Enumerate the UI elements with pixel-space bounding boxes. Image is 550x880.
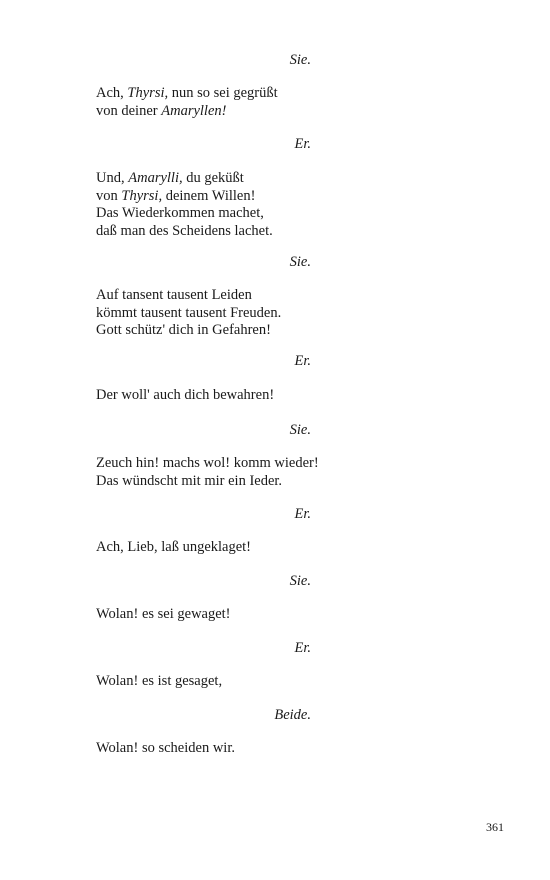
verse-text: Auf tansent tausent Leiden — [96, 287, 252, 303]
verse-line — [96, 740, 235, 758]
verse-line — [96, 322, 281, 340]
verse-line — [96, 673, 222, 691]
italic-name: Thyrsi, — [127, 85, 169, 101]
speaker-label: Er. — [294, 506, 311, 522]
verse-line — [96, 170, 273, 188]
verse-text: Wolan! so scheiden wir. — [96, 740, 235, 756]
verse-text: Das Wiederkommen machet, — [96, 205, 264, 221]
verse-block — [96, 740, 235, 758]
verse-line — [96, 473, 319, 491]
speaker-label: Sie. — [289, 254, 311, 270]
verse-text: Das wündscht mit mir ein Ieder. — [96, 472, 283, 489]
verse-text: Ach, — [96, 85, 128, 101]
verse-line — [96, 305, 281, 323]
verse-text: deinem Willen! — [162, 187, 256, 204]
speaker-label: Sie. — [289, 573, 311, 589]
verse-block — [96, 387, 274, 405]
verse-block — [96, 455, 319, 490]
speaker-label: Sie. — [289, 52, 311, 68]
verse-line — [96, 85, 278, 103]
italic-name: Thyrsi, — [121, 187, 163, 204]
verse-text: Wolan! es ist gesaget, — [96, 673, 223, 689]
verse-text: Der woll' auch dich bewahren! — [96, 387, 275, 403]
verse-line — [96, 387, 274, 405]
verse-block — [96, 170, 273, 240]
speaker-label: Sie. — [289, 422, 311, 438]
verse-text: Zeuch hin! machs wol! komm wieder! — [96, 455, 319, 471]
verse-line — [96, 205, 273, 223]
speaker-label: Er. — [294, 353, 311, 369]
verse-line — [96, 223, 273, 241]
verse-text: Ach, Lieb, laß ungeklaget! — [96, 539, 252, 555]
verse-text: nun so sei gegrüßt — [168, 85, 278, 101]
verse-text: daß man des Scheidens lachet. — [96, 222, 273, 239]
verse-line — [96, 188, 273, 206]
verse-line — [96, 455, 319, 473]
verse-block — [96, 287, 281, 340]
verse-block — [96, 539, 251, 557]
verse-text: kömmt tausent tausent Freuden. — [96, 304, 282, 321]
verse-line — [96, 606, 231, 624]
italic-name: Amaryllen! — [161, 102, 227, 119]
verse-text: du geküßt — [182, 170, 244, 186]
verse-text: von deiner — [96, 102, 162, 119]
speaker-label: Er. — [294, 640, 311, 656]
verse-block — [96, 673, 222, 691]
verse-line — [96, 539, 251, 557]
speaker-label: Er. — [294, 136, 311, 152]
verse-line — [96, 103, 278, 121]
verse-block — [96, 85, 278, 120]
verse-text: Wolan! es sei gewaget! — [96, 606, 231, 622]
speaker-label: Beide. — [274, 707, 311, 723]
verse-text: von — [96, 187, 122, 204]
page-number: 361 — [486, 820, 504, 834]
verse-line — [96, 287, 281, 305]
verse-block — [96, 606, 231, 624]
verse-text: Und, — [96, 170, 129, 186]
verse-text: Gott schütz' dich in Gefahren! — [96, 322, 271, 338]
italic-name: Amarylli, — [128, 170, 183, 186]
